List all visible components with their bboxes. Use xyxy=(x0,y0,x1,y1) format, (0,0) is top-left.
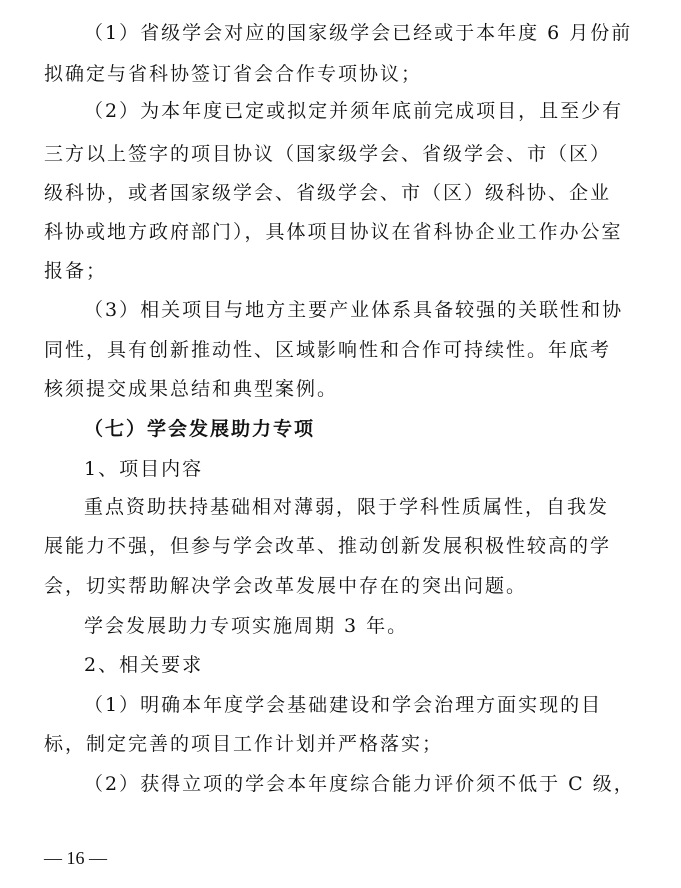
line-text: 标，制定完善的项目工作计划并严格落实； xyxy=(44,733,444,755)
line-text: 核须提交成果总结和典型案例。 xyxy=(44,378,339,400)
line-text: （1）明确本年度学会基础建设和学会治理方面实现的目 xyxy=(84,694,603,716)
subheading-text: 2、相关要求 xyxy=(84,654,204,676)
line-text: （1）省级学会对应的国家级学会已经或于本年度 6 月份前 xyxy=(84,22,633,44)
line-text: 三方以上签字的项目协议（国家级学会、省级学会、市（区） xyxy=(44,143,612,165)
line-text: 学会发展助力专项实施周期 3 年。 xyxy=(84,615,409,637)
page-number: — 16 — xyxy=(44,848,107,868)
line-text: （2）获得立项的学会本年度综合能力评价须不低于 C 级， xyxy=(84,773,635,795)
line-text: 重点资助扶持基础相对薄弱，限于学科性质属性，自我发 xyxy=(84,496,610,518)
line-text: 同性，具有创新推动性、区域影响性和合作可持续性。年底考 xyxy=(44,339,612,361)
line-text: （2）为本年度已定或拟定并须年底前完成项目，且至少有 xyxy=(84,100,624,122)
line-text: 科协或地方政府部门），具体项目协议在省科协企业工作办公室 xyxy=(44,221,623,243)
line-text: （3）相关项目与地方主要产业体系具备较强的关联性和协 xyxy=(84,299,624,321)
line-text: 报备； xyxy=(44,260,108,282)
line-text: 拟确定与省科协签订省会合作专项协议； xyxy=(44,63,423,85)
line-text: 展能力不强，但参与学会改革、推动创新发展积极性较高的学 xyxy=(44,535,612,557)
heading-text: （七）学会发展助力专项 xyxy=(84,418,316,440)
subheading-text: 1、项目内容 xyxy=(84,458,204,480)
line-text: 级科协，或者国家级学会、省级学会、市（区）级科协、企业 xyxy=(44,182,612,204)
line-text: 会，切实帮助解决学会改革发展中存在的突出问题。 xyxy=(44,575,528,597)
